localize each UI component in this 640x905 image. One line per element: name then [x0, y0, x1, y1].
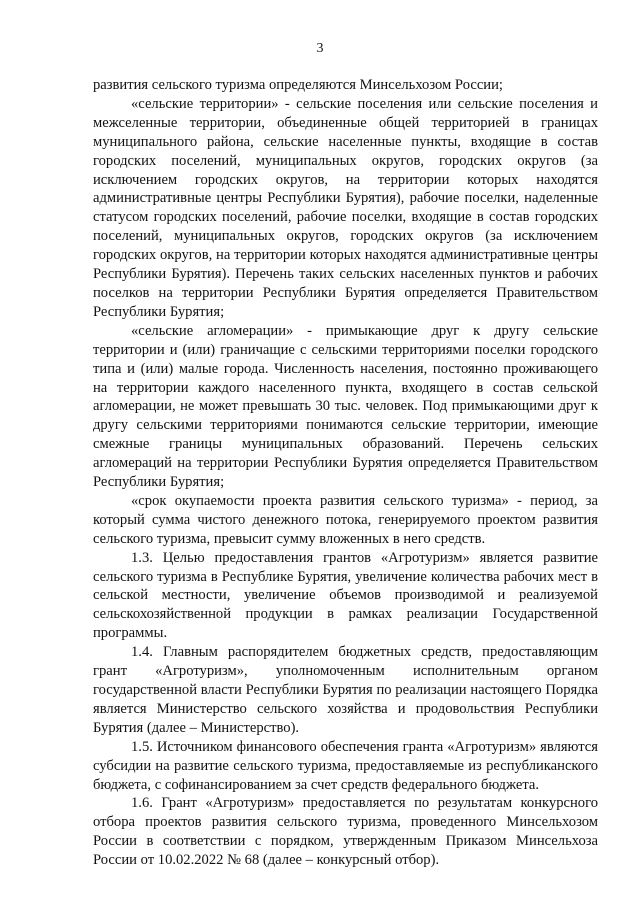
paragraph-1-4: 1.4. Главным распорядителем бюджетных средств, предоставляющим грант «Агротуризм», уполномоченным исполнительным органом государственной власти Республики Бурятия по реализации настоящего Порядка является Министерство сельского хозяйства и продовольствия Республики Бурятия (далее – Министерство).: [93, 644, 598, 736]
page-number: 3: [316, 41, 324, 56]
paragraph-definition-rural-territories: «сельские территории» - сельские поселения или сельские поселения и межселенные территории, объединенные общей территорией в границах муниципального района, сельские населенные пункты, входящие в состав городских поселений, муниципальных округов, городских округов (за исключением городских округов, на территории которых находятся административные центры Республики Бурятия), рабочие поселки, наделенные статусом городских поселений, рабочие поселки, входящие в состав городских поселений, муниципальных округов, городских округов (за исключением городских округов, на территории которых находятся административные центры Республики Бурятия). Перечень таких сельских населенных пунктов и рабочих поселков на территории Республики Бурятия определяется Правительством Республики Бурятия;: [93, 95, 598, 320]
paragraph-definition-rural-agglomerations: «сельские агломерации» - примыкающие друг к другу сельские территории и (или) граничащие с сельскими территориями поселки городского типа и (или) малые города. Численность населения, постоянно проживающего на территории каждого населенного пункта, входящего в состав сельской агломерации, не может превышать 30 тыс. человек. Под примыкающими друг к другу сельскими территориями понимаются сельские территории, имеющие смежные границы муниципальных образований. Перечень сельских агломераций на территории Республики Бурятия определяется Правительством Республики Бурятия;: [93, 322, 598, 491]
paragraph-1-5: 1.5. Источником финансового обеспечения гранта «Агротуризм» являются субсидии на развитие сельского туризма, предоставляемые из республиканского бюджета, с софинансированием за счет средств федерального бюджета.: [93, 738, 598, 793]
document-body: [93, 76, 598, 870]
paragraph-definition-payback-period: «срок окупаемости проекта развития сельского туризма» - период, за который сумма чистого денежного потока, генерируемого проектом развития сельского туризма, превысит сумму вложенных в него средств.: [93, 492, 598, 547]
paragraph-1-6: 1.6. Грант «Агротуризм» предоставляется по результатам конкурсного отбора проектов развития сельского туризма, проведенного Минсельхозом России в соответствии с порядком, утвержденным Приказом Минсельхоза России от 10.02.2022 № 68 (далее – конкурсный отбор).: [93, 795, 598, 869]
paragraph-1-3: 1.3. Целью предоставления грантов «Агротуризм» является развитие сельского туризма в Республике Бурятия, увеличение количества рабочих мест в сельской местности, увеличение объемов производимой и реализуемой сельскохозяйственной продукции в рамках реализации Государственной программы.: [93, 549, 598, 642]
paragraph-continuation: развития сельского туризма определяются Минсельхозом России;: [93, 77, 503, 93]
